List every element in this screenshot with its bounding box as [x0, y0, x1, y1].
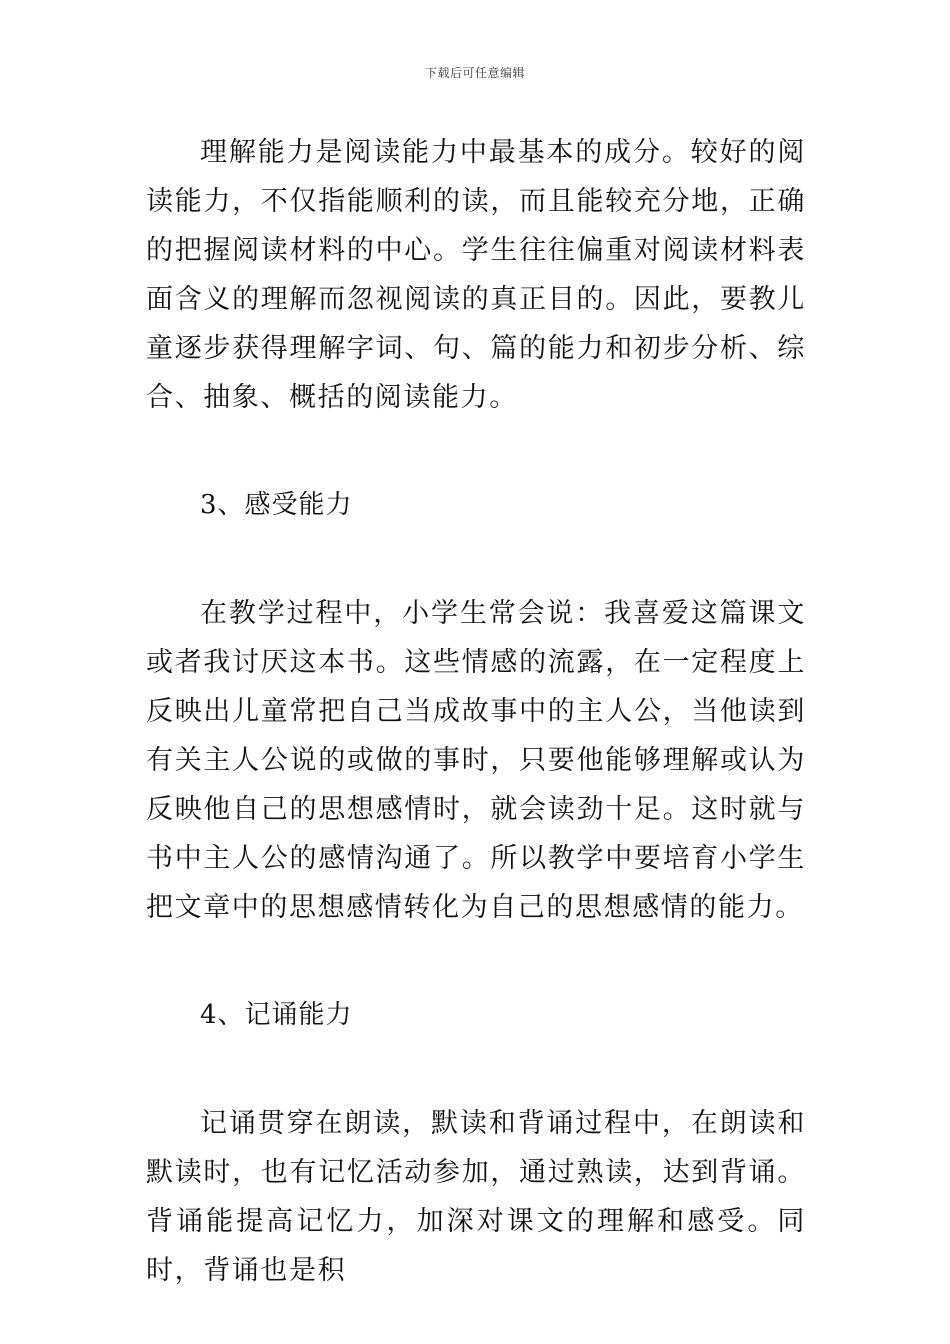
paragraph-perception: 在教学过程中，小学生常会说：我喜爱这篇课文或者我讨厌这本书。这些情感的流露，在一定程度上反映出儿童常把自己当成故事中的主人公，当他读到有关主人公说的或做的事时，只要他能够理解或认为反映他自己的思想感情时，就会读劲十足。这时就与书中主人公的感情沟通了。所以教学中要培育小学生把文章中的思想感情转化为自己的思想感情的能力。: [146, 598, 806, 923]
paragraph-memorization: 记诵贯穿在朗读，默读和背诵过程中，在朗读和默读时，也有记忆活动参加，通过熟读，达到背诵。背诵能提高记忆力，加深对课文的理解和感受。同时，背诵也是积: [146, 1108, 806, 1286]
paragraph-comprehension: 理解能力是阅读能力中最基本的成分。较好的阅读能力，不仅指能顺利的读，而且能较充分地，正确的把握阅读材料的中心。学生往往偏重对阅读材料表面含义的理解而忽视阅读的真正目的。因此，要教儿童逐步获得理解字词、句、篇的能力和初步分析、综合、抽象、概括的阅读能力。: [146, 137, 806, 413]
document-body: [146, 128, 806, 1295]
section-heading-4: 4、记诵能力: [200, 1000, 353, 1030]
section-heading-3: 3、感受能力: [200, 490, 353, 520]
page-header: 下载后可任意编辑: [424, 66, 525, 80]
